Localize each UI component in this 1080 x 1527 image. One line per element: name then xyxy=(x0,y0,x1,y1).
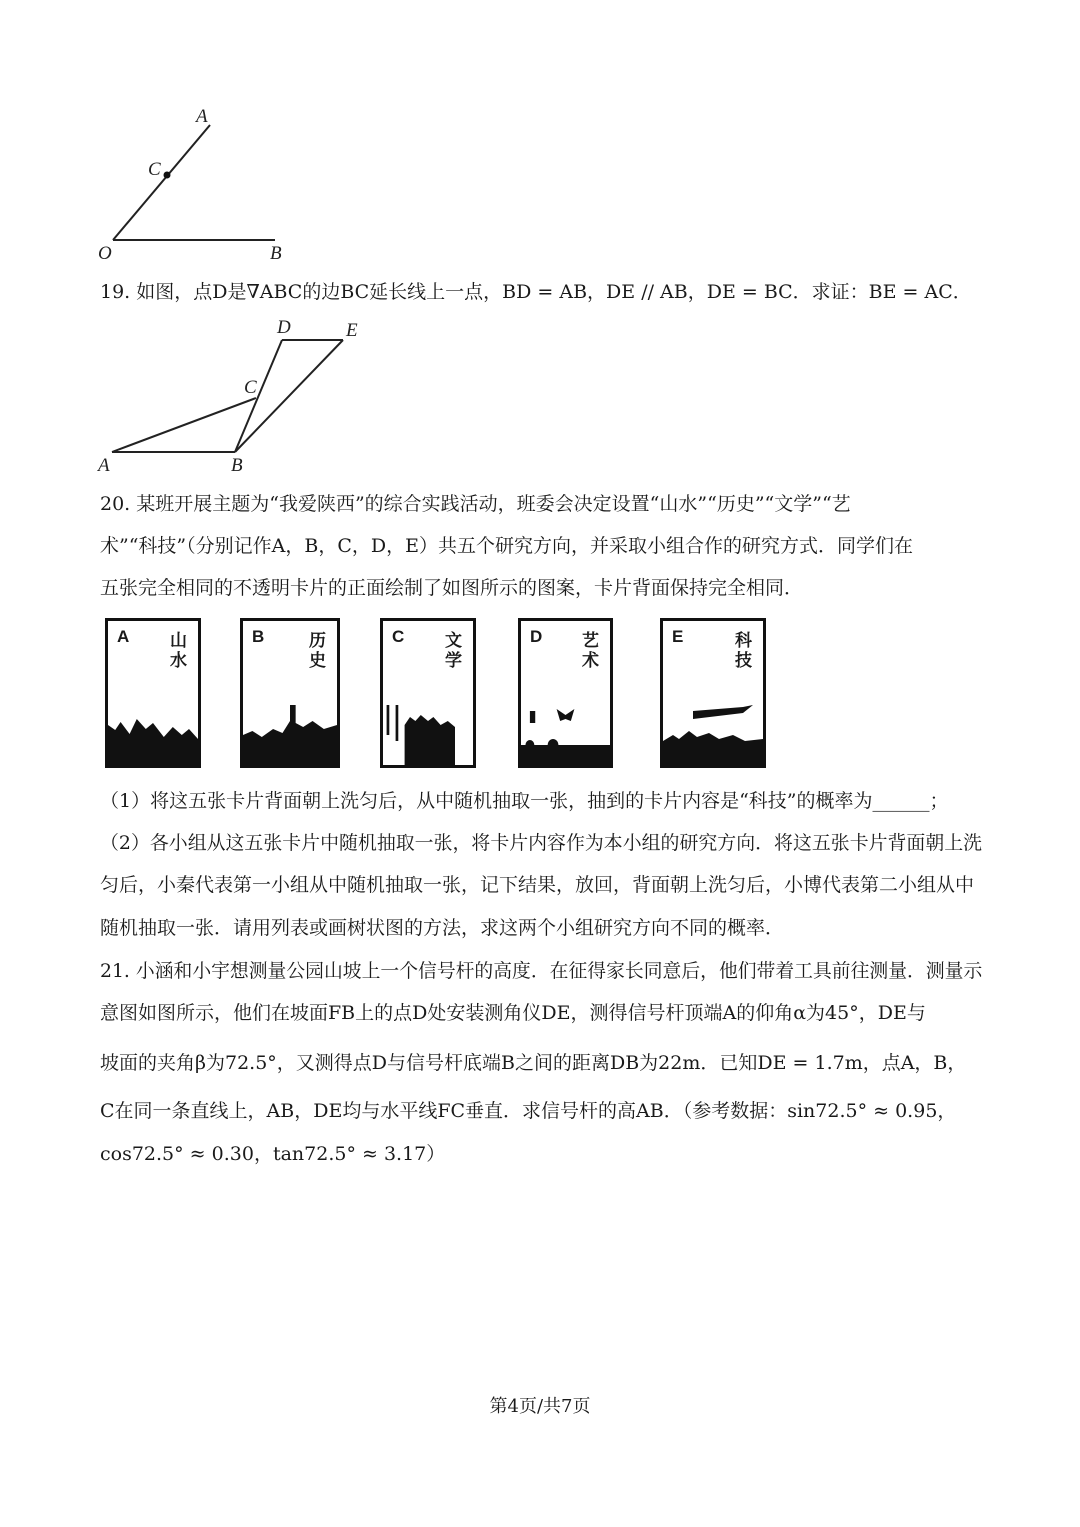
literature-image xyxy=(383,705,473,765)
question-21-line: cos72.5° ≈ 0.30，tan72.5° ≈ 3.17） xyxy=(100,1143,446,1165)
label-d: D xyxy=(277,317,291,338)
card-letter: E xyxy=(672,627,684,646)
technology-image xyxy=(663,705,763,765)
question-19: 19. 如图，点D是∇ABC的边BC延长线上一点，BD = AB，DE // AB，DE = BC．求证：BE = AC． xyxy=(100,281,972,303)
question-20-part-1: （1）将这五张卡片背面朝上洗匀后，从中随机抽取一张，抽到的卡片内容是“科技”的概率为______； xyxy=(100,790,949,812)
art-image xyxy=(521,705,610,765)
label-b: B xyxy=(231,455,243,476)
card-c xyxy=(380,618,476,768)
figure-angle-aob xyxy=(0,0,400,270)
card-letter: B xyxy=(252,627,265,646)
landscape-image xyxy=(108,705,198,765)
page-number: 第4页/共7页 xyxy=(489,1396,591,1417)
label-c: C xyxy=(148,159,161,180)
label-b: B xyxy=(270,243,282,264)
question-20-part-2: 匀后，小秦代表第一小组从中随机抽取一张，记下结果，放回，背面朝上洗匀后，小博代表第二小组从中 xyxy=(100,874,975,896)
question-20-line: 五张完全相同的不透明卡片的正面绘制了如图所示的图案，卡片背面保持完全相同． xyxy=(100,577,804,599)
card-title: 山水 xyxy=(170,631,187,671)
label-o: O xyxy=(98,243,112,264)
question-20-line: 20. 某班开展主题为“我爱陕西”的综合实践活动，班委会决定设置“山水”“历史”“文学”“艺 xyxy=(100,493,851,515)
history-image xyxy=(243,705,337,765)
label-a: A xyxy=(98,455,110,476)
question-21-line: C在同一条直线上，AB，DE均与水平线FC垂直．求信号杆的高AB．（参考数据：sin72.5° ≈ 0.95， xyxy=(100,1100,957,1122)
card-d xyxy=(518,618,613,768)
figure-triangle-abc xyxy=(0,300,400,480)
card-title: 文学 xyxy=(445,631,462,671)
card-letter: C xyxy=(392,627,405,646)
label-c: C xyxy=(244,377,257,398)
card-b xyxy=(240,618,340,768)
card-title: 艺术 xyxy=(582,631,599,671)
label-e: E xyxy=(346,320,358,341)
card-letter: A xyxy=(117,627,130,646)
card-e xyxy=(660,618,766,768)
card-letter: D xyxy=(530,627,543,646)
question-20-part-2: （2）各小组从这五张卡片中随机抽取一张，将卡片内容作为本小组的研究方向．将这五张卡片背面朝上洗 xyxy=(100,832,983,854)
question-20-line: 术”“科技”（分别记作A，B，C，D，E）共五个研究方向，并采取小组合作的研究方式．同学们在 xyxy=(100,535,913,557)
card-a xyxy=(105,618,201,768)
card-title: 科技 xyxy=(735,631,752,671)
card-title: 历史 xyxy=(309,631,326,671)
question-20-part-2: 随机抽取一张．请用列表或画树状图的方法，求这两个小组研究方向不同的概率． xyxy=(100,917,785,939)
question-21-line: 21. 小涵和小宇想测量公园山坡上一个信号杆的高度．在征得家长同意后，他们带着工具前往测量．测量示 xyxy=(100,960,983,982)
question-21-line: 坡面的夹角β为72.5°，又测得点D与信号杆底端B之间的距离DB为22m．已知DE = 1.7m，点A，B， xyxy=(100,1052,967,1074)
question-21-line: 意图如图所示，他们在坡面FB上的点D处安装测角仪DE，测得信号杆顶端A的仰角α为45°，DE与 xyxy=(100,1002,926,1024)
label-a: A xyxy=(196,106,208,127)
